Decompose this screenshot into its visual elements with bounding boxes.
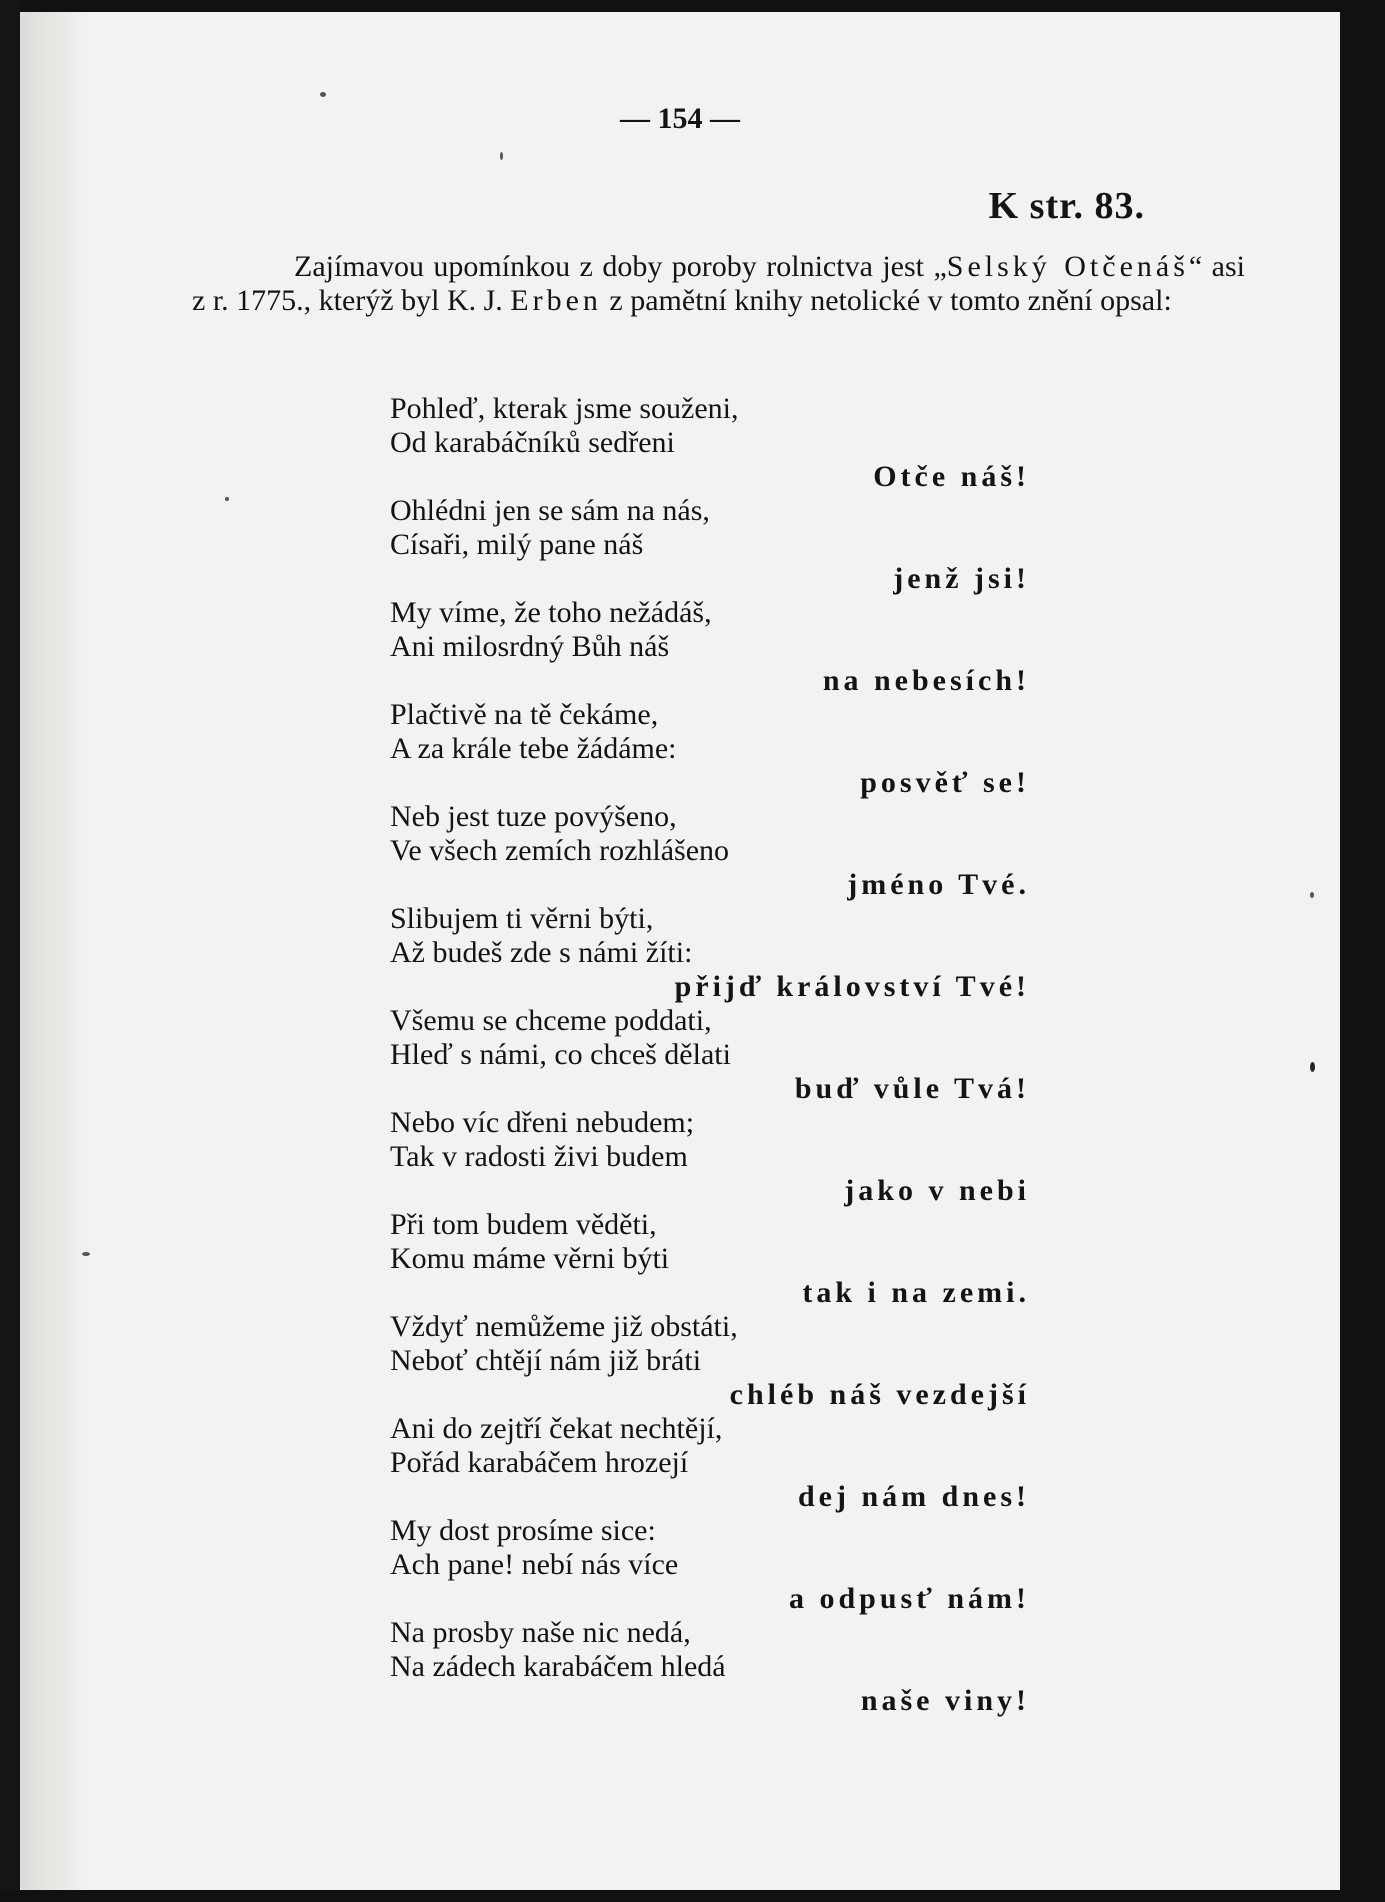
scan-left-border [0, 0, 20, 1902]
poem-line: My dost prosíme sice: [390, 1514, 656, 1547]
poem-stanza [390, 1004, 1030, 1106]
scan-speck [1310, 892, 1314, 898]
poem-refrain: jenž jsi! [893, 562, 1030, 595]
poem-refrain: přijď království Tvé! [674, 970, 1030, 1003]
poem-line: Císaři, milý pane náš [390, 528, 644, 561]
poem-line: Ani do zejtří čekat nechtějí, [390, 1412, 723, 1445]
poem-line: Až budeš zde s námi žíti: [390, 936, 693, 969]
scan-speck [500, 152, 503, 160]
poem-line: Hleď s námi, co chceš dělati [390, 1038, 731, 1071]
intro-author-spaced: Erben [510, 284, 602, 317]
poem-line: Ani milosrdný Bůh náš [390, 630, 670, 663]
poem-stanza [390, 392, 1030, 494]
intro-text-1: Zajímavou upomínkou z doby poroby rolnictva jest „ [294, 250, 947, 283]
scan-top-border [0, 0, 1385, 12]
poem-line: Plačtivě na tě čekáme, [390, 698, 659, 731]
poem-line: Pohleď, kterak jsme souženi, [390, 392, 739, 425]
poem-refrain: dej nám dnes! [797, 1480, 1030, 1513]
poem-stanza [390, 1514, 1030, 1616]
poem-stanza [390, 800, 1030, 902]
section-heading: K str. 83. [988, 185, 1145, 227]
poem-line: Slibujem ti věrni býti, [390, 902, 654, 935]
poem-line: Neb jest tuze povýšeno, [390, 800, 677, 833]
poem-stanza [390, 1208, 1030, 1310]
poem-line: Tak v radosti živi budem [390, 1140, 688, 1173]
intro-paragraph [192, 250, 1245, 318]
page-number: — 154 — [620, 102, 740, 135]
scan-speck [225, 497, 229, 501]
intro-title-spaced: Selský Otčenáš [946, 250, 1189, 283]
poem-stanza [390, 1616, 1030, 1718]
scan-speck [82, 1252, 90, 1256]
poem-refrain: buď vůle Tvá! [794, 1072, 1030, 1105]
poem-stanza [390, 1412, 1030, 1514]
poem-line: Ohlédni jen se sám na nás, [390, 494, 710, 527]
poem-line: Neboť chtějí nám již bráti [390, 1344, 702, 1377]
poem-line: Ach pane! nebí nás více [390, 1548, 679, 1581]
poem-refrain: chléb náš vezdejší [729, 1378, 1030, 1411]
poem-refrain: Otče náš! [873, 460, 1030, 493]
scan-bottom-border [0, 1890, 1385, 1902]
poem-line: Komu máme věrni býti [390, 1242, 670, 1275]
poem-line: Na prosby naše nic nedá, [390, 1616, 691, 1649]
scan-speck [320, 92, 326, 97]
poem-refrain: na nebesích! [822, 664, 1030, 697]
poem-line: Nebo víc dřeni nebudem; [390, 1106, 695, 1139]
poem-stanza [390, 902, 1030, 1004]
poem-line: A za krále tebe žádáme: [390, 732, 677, 765]
poem-line: Pořád karabáčem hrozejí [390, 1446, 689, 1479]
poem-line: Vždyť nemůžeme již obstáti, [390, 1310, 738, 1343]
poem-line: Od karabáčníků sedřeni [390, 426, 675, 459]
poem-refrain: a odpusť nám! [788, 1582, 1030, 1615]
poem-refrain: posvěť se! [860, 766, 1030, 799]
poem-stanza [390, 596, 1030, 698]
poem-refrain: jako v nebi [844, 1174, 1030, 1207]
book-page [20, 12, 1340, 1890]
poem-refrain: tak i na zemi. [802, 1276, 1030, 1309]
intro-text-2: “ asi z r. 1775., kterýž byl K. J. [192, 250, 1246, 317]
scan-right-border [1340, 0, 1385, 1902]
poem [390, 392, 1030, 1718]
poem-stanza [390, 1106, 1030, 1208]
poem-refrain: naše viny! [860, 1684, 1030, 1717]
poem-stanza [390, 698, 1030, 800]
poem-line: Ve všech zemích rozhlášeno [390, 834, 730, 867]
poem-line: Na zádech karabáčem hledá [390, 1650, 726, 1683]
poem-stanza [390, 1310, 1030, 1412]
poem-line: Všemu se chceme poddati, [390, 1004, 712, 1037]
intro-text-3: z pamětní knihy netolické v tomto znění opsal: [601, 284, 1172, 317]
poem-refrain: jméno Tvé. [847, 868, 1030, 901]
poem-line: My víme, že toho nežádáš, [390, 596, 712, 629]
poem-line: Při tom budem věděti, [390, 1208, 657, 1241]
poem-stanza [390, 494, 1030, 596]
scan-speck [1310, 1062, 1315, 1072]
